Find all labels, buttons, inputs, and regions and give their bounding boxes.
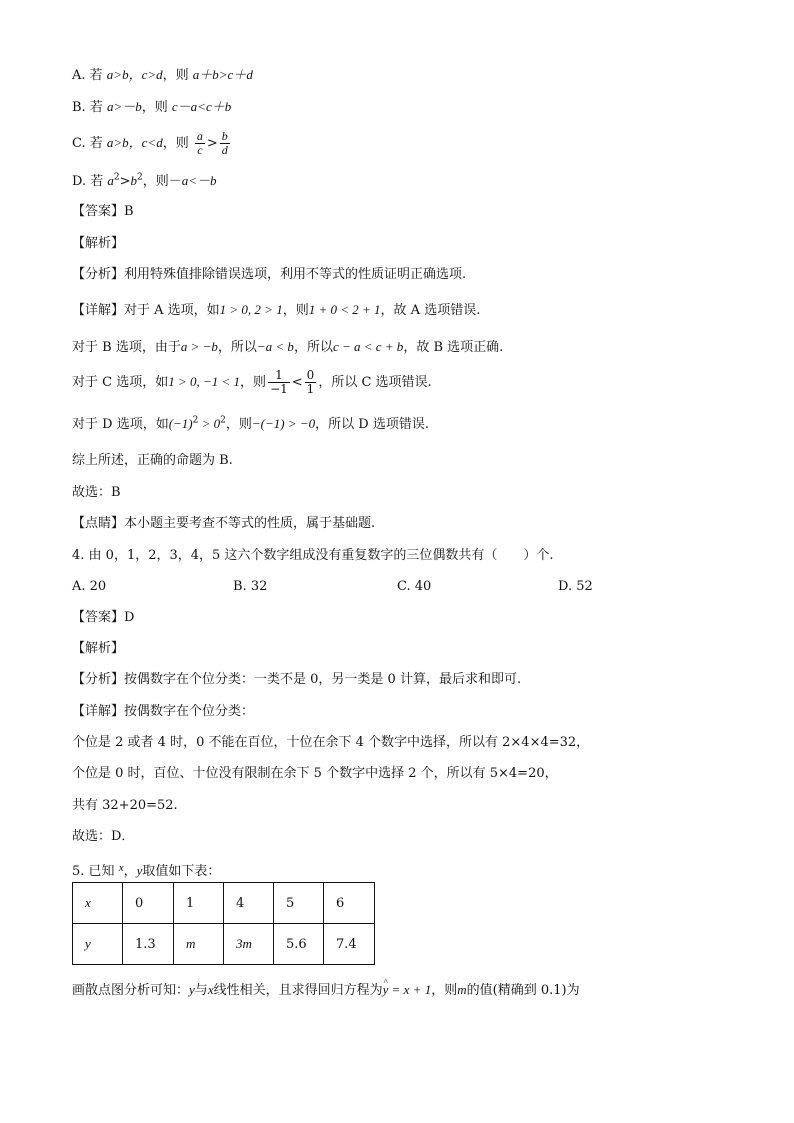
text: ，则: [431, 983, 458, 998]
text: ，所以: [293, 340, 333, 355]
math: = x + 1: [388, 982, 432, 997]
q3-detail-d: [72, 415, 429, 434]
option-c-fraction-a-over-c: [195, 130, 205, 157]
table-cell: 5: [274, 883, 324, 924]
fraction-0-over-1: [305, 369, 317, 396]
math: −(−1) > −0: [251, 416, 316, 431]
option-c-fraction-b-over-d: [220, 130, 230, 157]
option-c-condition: a>b，c<d: [106, 135, 163, 150]
text: ，故 B 选项正确.: [403, 340, 504, 355]
option-b-condition: a>－b: [106, 99, 142, 114]
option-b-label: B. 若: [72, 100, 103, 115]
option-d-gt: >: [119, 174, 131, 189]
option-a-label: A. 若: [72, 68, 103, 83]
option-d-a: a: [107, 173, 114, 188]
q3-choice: 故选：B: [72, 485, 121, 500]
text: ，则: [225, 417, 252, 432]
text: 取值如下表：: [142, 864, 221, 879]
table-cell: 1.3: [123, 924, 174, 965]
sq: 2: [220, 415, 226, 426]
frac-den: −1: [270, 382, 288, 396]
table-cell: x: [73, 883, 123, 924]
option-d-result: a<－b: [181, 173, 217, 188]
sq: 2: [192, 415, 199, 426]
table-cell: 6: [324, 883, 375, 924]
option-c-gt: >: [206, 136, 218, 151]
option-b-then: ，则: [141, 100, 168, 115]
q4-analysis: 【分析】按偶数字在个位分类：一类不是 0，另一类是 0 计算，最后求和即可.: [72, 672, 522, 687]
option-c-label: C. 若: [72, 136, 103, 151]
option-c-then: ，则: [162, 136, 189, 151]
q4-case1: 个位是 2 或者 4 时，0 不能在百位，十位在余下 4 个数字中选择，所以有 2×4×4=32，: [72, 735, 590, 750]
fraction-1-over-neg1: [268, 369, 290, 396]
table-cell: 3m: [224, 924, 274, 965]
q3-detail-b: [72, 338, 503, 357]
text: ，故 A 选项错误.: [380, 303, 481, 318]
frac-den: c: [197, 143, 203, 157]
text: 对于 B 选项，由于: [72, 340, 181, 355]
q3-answer: 【答案】B: [72, 204, 134, 219]
text: 【详解】对于 A 选项，如: [72, 303, 220, 318]
math: 1 > 0, 2 > 1: [219, 302, 283, 317]
frac-num: 0: [306, 368, 315, 382]
option-a-result: a＋b>c＋d: [192, 67, 253, 82]
text: 画散点图分析可知：: [72, 983, 190, 998]
frac-den: 1: [306, 382, 315, 396]
math: (−1): [168, 416, 193, 431]
q4-option-d: D. 52: [558, 579, 593, 594]
text: ，则: [282, 303, 309, 318]
text: 对于 C 选项，如: [72, 375, 169, 390]
table-cell: m: [174, 924, 224, 965]
option-d-sq: 2: [113, 172, 120, 183]
q3-dianjing: 【点睛】本小题主要考查不等式的性质，属于基础题.: [72, 516, 376, 531]
text: 的值(精确到 0.1)为: [466, 983, 580, 998]
table-cell: 0: [123, 883, 174, 924]
table-cell: 5.6: [274, 924, 324, 965]
var-x: x: [207, 982, 214, 997]
math: > 0: [198, 416, 221, 431]
option-a-then: ，则: [162, 68, 189, 83]
text: ，则: [240, 375, 267, 390]
q4-options: [72, 578, 732, 596]
q4-option-c: C. 40: [397, 579, 432, 594]
xy-value-table: [72, 882, 375, 965]
q3-summary: 综上所述，正确的命题为 B.: [72, 453, 233, 468]
var-y: y: [136, 863, 143, 878]
text: ，: [123, 864, 137, 879]
text: ，所以 D 选项错误.: [315, 417, 429, 432]
option-c: [72, 128, 232, 159]
text: 与: [194, 983, 208, 998]
math: 1 + 0 < 2 + 1: [308, 302, 381, 317]
q4-answer: 【答案】D: [72, 610, 135, 625]
table-row-y: [73, 924, 375, 965]
q5-question: [72, 981, 580, 1000]
text: 5. 已知: [72, 864, 115, 879]
table-row-x: [73, 883, 375, 924]
option-d-b: b: [130, 173, 138, 188]
q4-analysis-heading: 【解析】: [72, 641, 125, 656]
q3-detail-c: [72, 366, 432, 399]
table-cell: 7.4: [324, 924, 375, 965]
frac-num: 1: [268, 369, 290, 383]
q4-total: 共有 32+20=52.: [72, 798, 178, 813]
text: ，所以 C 选项错误.: [318, 375, 432, 390]
q4-choice: 故选：D．: [72, 829, 135, 844]
option-d-then: ，则－: [142, 174, 182, 189]
lt: <: [291, 375, 303, 390]
var-x: x: [118, 862, 124, 874]
q4-option-b: B. 32: [233, 579, 268, 594]
q3-analysis: 【分析】利用特殊值排除错误选项，利用不等式的性质证明正确选项.: [72, 267, 467, 282]
math: −a < b: [256, 339, 294, 354]
frac-den: d: [221, 143, 228, 157]
var-y: y: [189, 982, 195, 997]
var-y-hat: ^ y: [383, 981, 389, 999]
math: 1 > 0, −1 < 1: [168, 374, 241, 389]
text: ，所以: [217, 340, 257, 355]
q3-detail-a: [72, 301, 480, 320]
option-b-result: c－a<c＋b: [171, 99, 232, 114]
table-cell: 4: [224, 883, 274, 924]
frac-num: b: [221, 129, 228, 143]
option-b: [72, 98, 231, 117]
text: 对于 D 选项，如: [72, 417, 169, 432]
var-m: m: [457, 982, 467, 997]
frac-num: a: [196, 129, 203, 143]
option-d: [72, 172, 217, 191]
q3-analysis-heading: 【解析】: [72, 236, 125, 251]
q5-stem: [72, 859, 220, 881]
table-cell: y: [73, 924, 123, 965]
math: c − a < c + b: [332, 339, 404, 354]
option-a: [72, 66, 253, 85]
option-a-condition: a>b，c>d: [106, 67, 163, 82]
table-cell: 1: [174, 883, 224, 924]
q4-stem: 4. 由 0，1，2，3，4，5 这六个数字组成没有重复数字的三位偶数共有（ ）个.: [72, 548, 554, 563]
option-d-sq: 2: [137, 172, 143, 183]
q4-option-a: A. 20: [72, 579, 107, 594]
option-d-label: D. 若: [72, 174, 104, 189]
math: a > −b: [180, 339, 218, 354]
q4-case2: 个位是 0 时，百位、十位没有限制在余下 5 个数字中选择 2 个，所以有 5×4=20，: [72, 766, 558, 781]
q4-detail: 【详解】按偶数字在个位分类：: [72, 704, 255, 719]
text: 线性相关，且求得回归方程为: [213, 983, 383, 998]
